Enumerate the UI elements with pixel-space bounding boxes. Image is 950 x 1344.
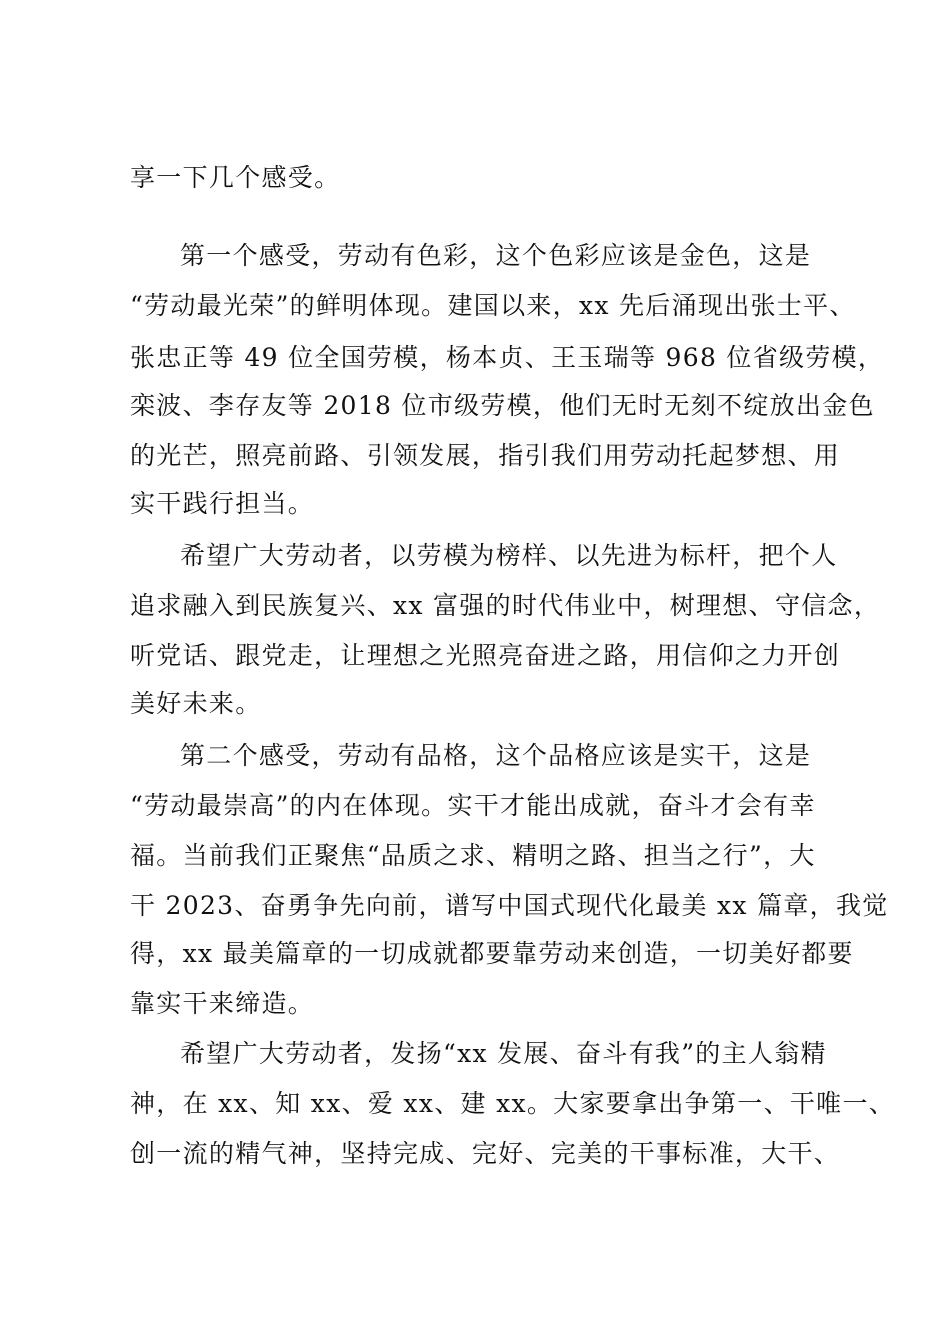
text-line: “劳动最光荣”的鲜明体现。建国以来，xx 先后涌现出张士平、 [130, 291, 856, 320]
text-line: 张忠正等 49 位全国劳模，杨本贞、王玉瑞等 968 位省级劳模， [130, 343, 885, 372]
text-line: 干 2023、奋勇争先向前，谱写中国式现代化最美 xx 篇章，我觉 [130, 891, 889, 920]
paragraph-start-line: 希望广大劳动者，发扬“xx 发展、奋斗有我”的主人翁精 [180, 1039, 827, 1068]
text-line: 神，在 xx、知 xx、爱 xx、建 xx。大家要拿出争第一、干唯一、 [130, 1089, 896, 1118]
text-line: 美好未来。 [130, 689, 262, 718]
paragraph-start-line: 希望广大劳动者，以劳模为榜样、以先进为标杆，把个人 [180, 541, 838, 570]
text-line: 靠实干来缔造。 [130, 989, 315, 1018]
text-line: 享一下几个感受。 [130, 163, 341, 192]
text-line: 听党话、跟党走，让理想之光照亮奋进之路，用信仰之力开创 [130, 641, 841, 670]
text-line: 实干践行担当。 [130, 489, 315, 518]
paragraph-start-line: 第二个感受，劳动有品格，这个品格应该是实干，这是 [180, 741, 812, 770]
paragraph-start-line: 第一个感受，劳动有色彩，这个色彩应该是金色，这是 [180, 241, 812, 270]
text-line: “劳动最崇高”的内在体现。实干才能出成就，奋斗才会有幸 [130, 791, 816, 820]
text-line: 的光芒，照亮前路、引领发展，指引我们用劳动托起梦想、用 [130, 441, 841, 470]
text-line: 栾波、李存友等 2018 位市级劳模，他们无时无刻不绽放出金色 [130, 391, 875, 420]
text-line: 得，xx 最美篇章的一切成就都要靠劳动来创造，一切美好都要 [130, 939, 854, 968]
text-line: 福。当前我们正聚焦“品质之求、精明之路、担当之行”，大 [130, 841, 816, 870]
text-line: 创一流的精气神，坚持完成、完好、完美的干事标准，大干、 [130, 1139, 841, 1168]
text-line: 追求融入到民族复兴、xx 富强的时代伟业中，树理想、守信念， [130, 591, 881, 620]
